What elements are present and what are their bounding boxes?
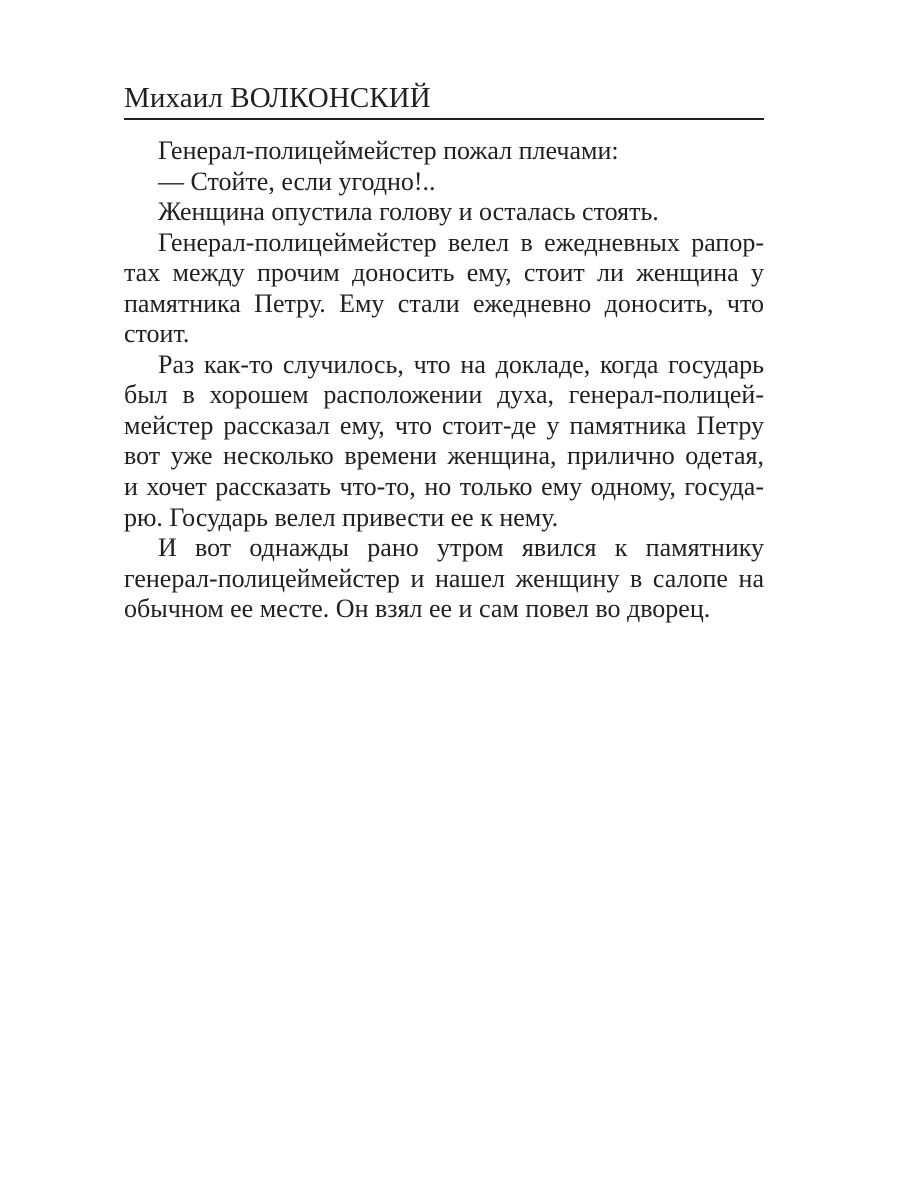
text-line: обычном ее месте. Он взял ее и сам повел во дворец.: [124, 594, 711, 624]
text-line: памятника Петру. Ему стали ежедневно доносить, что: [124, 288, 764, 318]
text-line: рю. Государь велел привести ее к нему.: [124, 502, 559, 532]
text-line: — Стойте, если угодно!..: [158, 166, 436, 196]
author-name: [124, 81, 431, 115]
text-line: тах между прочим доносить ему, стоит ли женщина у: [124, 258, 764, 288]
running-header: [124, 80, 764, 120]
text-line: И вот однажды рано утром явился к памятнику: [158, 533, 764, 563]
text-line: стоит.: [124, 319, 190, 349]
text-line: генерал-полицеймейстер и нашел женщину в салопе на: [124, 563, 764, 593]
text-line: Женщина опустила голову и осталась стоять.: [158, 197, 659, 227]
author-last-name: ВОЛКОНСКИЙ: [230, 82, 431, 114]
text-line: Генерал-полицеймейстер велел в ежедневных рапор-: [158, 227, 764, 257]
text-line: Генерал-полицеймейстер пожал плечами:: [158, 136, 619, 165]
author-first-name: Михаил: [124, 82, 223, 114]
text-line: вот уже несколько времени женщина, прилично одетая,: [124, 441, 764, 471]
body-text: [124, 136, 764, 625]
text-line: был в хорошем расположении духа, генерал-полицей-: [124, 380, 764, 410]
text-line: и хочет рассказать что-то, но только ему одному, госуда-: [124, 472, 764, 502]
text-line: Раз как-то случилось, что на докладе, когда государь: [158, 349, 764, 379]
text-line: мейстер рассказал ему, что стоит-де у памятника Петру: [124, 410, 764, 440]
